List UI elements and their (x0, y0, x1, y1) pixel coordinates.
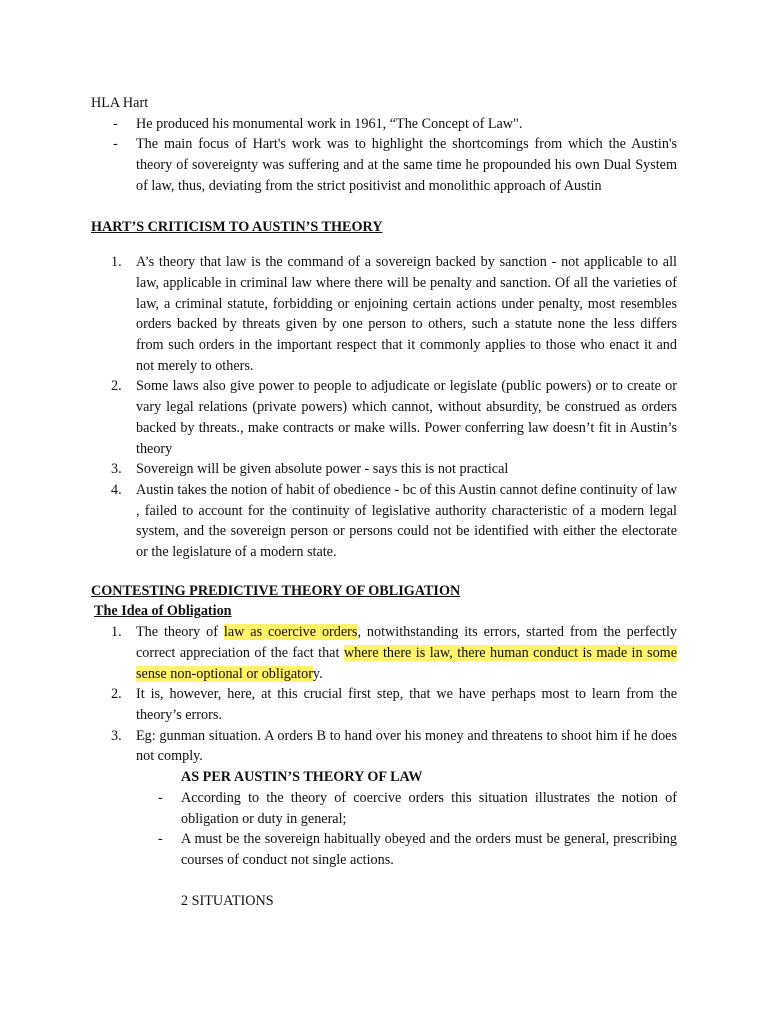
intro-bullet-item (91, 134, 677, 196)
list-number: 1. (111, 254, 122, 271)
austin-theory-heading: AS PER AUSTIN’S THEORY OF LAW (181, 769, 423, 786)
austin-bullet-text: According to the theory of coercive orders this situation illustrates the notion of obligation or duty in general; (181, 789, 677, 827)
predictive-section (91, 581, 677, 912)
criticism-item (91, 480, 677, 563)
text-segment: The theory of (136, 624, 224, 641)
intro-section (91, 93, 677, 197)
criticism-item (91, 252, 677, 376)
obligation-item-text (136, 624, 677, 681)
criticism-item (91, 459, 677, 480)
list-number: 1. (111, 624, 122, 641)
obligation-item-text: It is, however, here, at this crucial first step, that we have perhaps most to learn from the theory’s errors. (136, 686, 677, 723)
criticism-item (91, 376, 677, 459)
dash-marker: - (158, 789, 163, 806)
criticism-item-text: Austin takes the notion of habit of obedience - bc of this Austin cannot define continuity of law , failed to account for the continuity of legislative authority characteristic of a modern legal system, and the sovereign person or persons could not be identified with either the electorate or the legislature of a modern state. (136, 481, 677, 561)
highlighted-text: law as coercive orders (223, 624, 358, 641)
austin-bullet-text: A must be the sovereign habitually obeyed and the orders must be general, prescribing courses of conduct not single actions. (181, 831, 677, 868)
obligation-list (91, 622, 677, 767)
intro-bullet-text: The main focus of Hart's work was to highlight the shortcomings from which the Austin's theory of sovereignty was suffering and at the same time he propounded his own Dual System of law, thus, deviating from the strict positivist and monolithic approach of Austin (136, 136, 677, 194)
list-number: 4. (111, 481, 122, 498)
intro-bullet-list (91, 114, 677, 197)
dash-marker: - (113, 115, 118, 132)
obligation-item (91, 622, 677, 684)
austin-bullet-item (91, 829, 677, 870)
highlighted-text: where there is law, there human conduct is made in some sense non-optional or obligator (136, 644, 677, 682)
criticism-item-text: Some laws also give power to people to adjudicate or legislate (public powers) or to create or vary legal relations (private powers) which cannot, without absurdity, be construed as orders backed by threats., make contracts or make wills. Power conferring law doesn’t fit in Austin’s theory (136, 378, 677, 457)
document-page (91, 93, 677, 911)
obligation-subheading: The Idea of Obligation (94, 603, 232, 620)
list-number: 2. (111, 686, 122, 703)
situations-label: 2 SITUATIONS (181, 892, 274, 909)
predictive-heading: CONTESTING PREDICTIVE THEORY OF OBLIGATION (91, 582, 461, 599)
intro-bullet-text: He produced his monumental work in 1961, “The Concept of Law". (136, 115, 523, 132)
austin-bullet-list (91, 788, 677, 871)
dash-marker: - (158, 831, 163, 848)
criticism-item-text: Sovereign will be given absolute power - says this is not practical (136, 461, 509, 478)
intro-title: HLA Hart (91, 95, 149, 111)
criticism-heading: HART’S CRITICISM TO AUSTIN’S THEORY (91, 218, 383, 235)
criticism-item-text: A’s theory that law is the command of a sovereign backed by sanction - not applicable to all law, applicable in criminal law where there will be penalty and sanction. Of all the varieties of law, a criminal statute, forbidding or enjoining certain actions under penalty, most resembles orders backed by threats given by one person to others, such a statute none the less differs from such orders in the important respect that it commonly applies to those who enact it and not merely to others. (136, 254, 677, 374)
text-segment: y. (312, 665, 323, 682)
criticism-section (91, 217, 677, 563)
obligation-item-text: Eg: gunman situation. A orders B to hand over his money and threatens to shoot him if he does not comply. (136, 727, 677, 765)
list-number: 2. (111, 378, 122, 395)
obligation-item (91, 684, 677, 725)
dash-marker: - (113, 136, 118, 153)
text-segment: , notwithstanding its errors, started from the perfectly correct appreciation of the fact that (136, 624, 678, 661)
list-number: 3. (111, 461, 122, 478)
austin-bullet-item (91, 788, 677, 829)
list-number: 3. (111, 727, 122, 744)
obligation-item (91, 726, 677, 767)
criticism-list (91, 252, 677, 563)
intro-bullet-item (91, 114, 677, 135)
